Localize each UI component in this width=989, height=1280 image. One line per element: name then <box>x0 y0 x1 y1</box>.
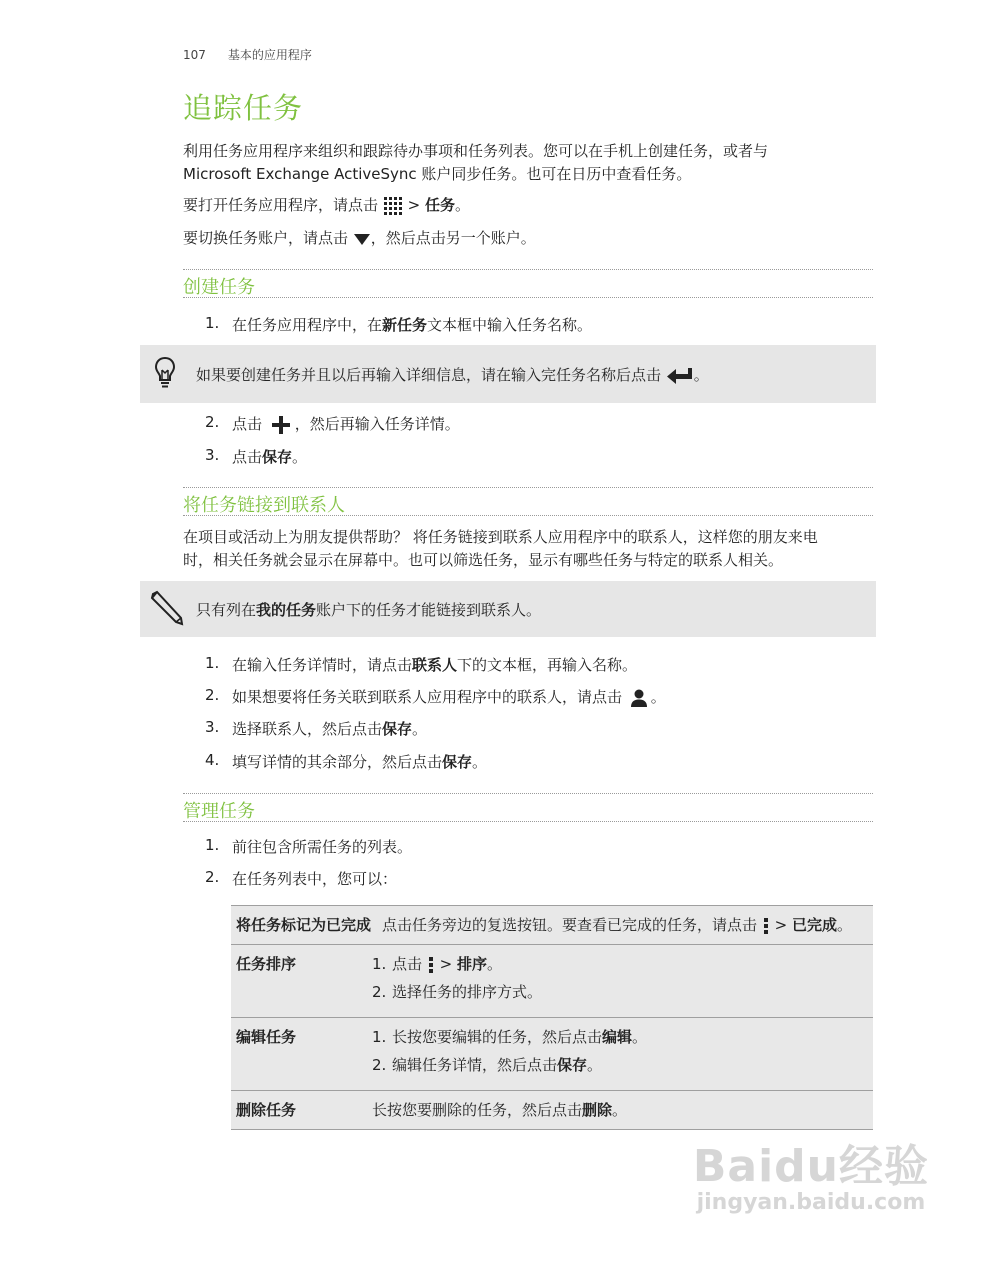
list-item: 3. 点击保存。 <box>205 446 308 466</box>
watermark <box>693 1130 929 1215</box>
table-row-content: 1. 点击 > 排序。 2. 选择任务的排序方式。 <box>372 945 873 1018</box>
table-row <box>231 906 873 945</box>
table-row-label: 编辑任务 <box>231 1018 372 1091</box>
section-heading: 创建任务 <box>183 277 255 298</box>
apps-grid-icon <box>383 196 403 216</box>
tip-text: 如果要创建任务并且以后再输入详细信息，请在输入完任务名称后点击 。 <box>196 366 709 384</box>
section-heading: 管理任务 <box>183 801 255 822</box>
section-manage-tasks <box>183 793 873 822</box>
watermark-brand: Baidu经验 <box>692 1141 929 1192</box>
link-paragraph: 在项目或活动上为朋友提供帮助？ 将任务链接到联系人应用程序中的联系人，这样您的朋友来电 时，相关任务就会显示在屏幕中。也可以筛选任务，显示有哪些任务与特定的联系人相关。 <box>183 528 818 569</box>
table-row-label: 删除任务 <box>231 1091 372 1130</box>
tip-box <box>140 345 876 403</box>
switch-instruction: 要切换任务账户，请点击 ，然后点击另一个账户。 <box>183 229 536 247</box>
list-item: 3. 选择联系人，然后点击保存。 <box>205 718 428 738</box>
intro-paragraph: 利用任务应用程序来组织和跟踪待办事项和任务列表。您可以在手机上创建任务，或者与 Microsoft Exchange ActiveSync 账户同步任务。也可在日历中查看任务。 <box>183 142 769 183</box>
list-item: 4. 填写详情的其余部分，然后点击保存。 <box>205 751 488 771</box>
table-row-content: 长按您要删除的任务，然后点击删除。 <box>372 1091 873 1130</box>
chapter-title: 基本的应用程序 <box>227 48 312 62</box>
page-header <box>183 46 312 63</box>
list-item: 2. 点击 ，然后再输入任务详情。 <box>205 413 460 433</box>
table-row-label: 将任务标记为已完成 <box>231 906 372 945</box>
list-item: 1. 在任务应用程序中，在新任务文本框中输入任务名称。 <box>205 314 593 334</box>
watermark-url: jingyan.baidu.com <box>696 1190 926 1215</box>
enter-key-icon <box>666 367 694 385</box>
page-title: 追踪任务 <box>183 91 304 125</box>
table-row <box>231 1018 873 1091</box>
plus-icon <box>271 415 291 435</box>
dropdown-triangle-icon <box>353 232 371 246</box>
person-icon <box>629 688 649 708</box>
list-item: 1. 前往包含所需任务的列表。 <box>205 836 413 856</box>
page-number: 107 <box>183 48 206 62</box>
table-row-content: 点击任务旁边的复选按钮。要查看已完成的任务，请点击 > 已完成。 <box>372 906 873 945</box>
pencil-icon <box>148 590 184 626</box>
table-row-label: 任务排序 <box>231 945 372 1018</box>
task-actions-table <box>231 905 873 1130</box>
list-item: 1. 在输入任务详情时，请点击联系人下的文本框，再输入名称。 <box>205 654 638 674</box>
note-text: 只有列在我的任务账户下的任务才能链接到联系人。 <box>196 601 542 619</box>
table-row <box>231 945 873 1018</box>
lightbulb-icon <box>154 356 176 390</box>
section-heading: 将任务链接到联系人 <box>183 495 345 516</box>
list-item: 2. 在任务列表中，您可以： <box>205 868 398 888</box>
table-row <box>231 1091 873 1130</box>
open-instruction: 要打开任务应用程序，请点击 > 任务。 <box>183 196 470 214</box>
more-vertical-icon <box>427 956 435 974</box>
table-row-content: 1. 长按您要编辑的任务，然后点击编辑。 2. 编辑任务详情，然后点击保存。 <box>372 1018 873 1091</box>
section-link-contact <box>183 487 873 516</box>
note-box <box>140 581 876 637</box>
section-create-task <box>183 269 873 298</box>
more-vertical-icon <box>762 917 770 935</box>
list-item: 2. 如果想要将任务关联到联系人应用程序中的联系人，请点击 。 <box>205 686 666 706</box>
